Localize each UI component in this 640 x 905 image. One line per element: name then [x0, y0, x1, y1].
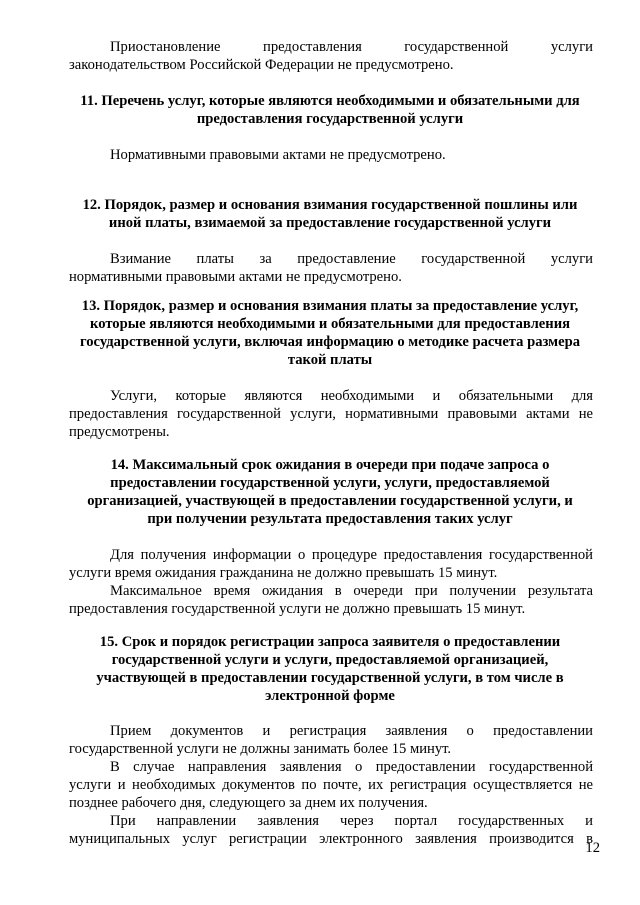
- section-heading-15: участвующей в предоставлении государственной услуги, в том числе в: [96, 670, 564, 686]
- paragraph-line: услуги и необходимых документов по почте, их регистрация осуществляется не: [69, 777, 593, 793]
- section-heading-13: которые являются необходимыми и обязательными для предоставления: [90, 316, 570, 332]
- section-heading-11: предоставления государственной услуги: [196, 111, 464, 127]
- section-heading-15: 15. Срок и порядок регистрации запроса заявителя о предоставлении: [99, 634, 561, 650]
- paragraph-line: позднее рабочего дня, следующего за днем их получения.: [69, 795, 428, 811]
- section-heading-14: организацией, участвующей в предоставлении государственной услуги, и: [87, 493, 573, 509]
- paragraph-line: законодательством Российской Федерации не предусмотрено.: [69, 57, 454, 73]
- section-heading-11: 11. Перечень услуг, которые являются необходимыми и обязательными для: [80, 93, 580, 109]
- paragraph-line: предусмотрены.: [69, 424, 170, 440]
- section-heading-15: государственной услуги и услуги, предоставляемой организацией,: [111, 652, 549, 668]
- paragraph-line: Взимание платы за предоставление государственной услуги: [110, 251, 593, 267]
- paragraph-line: Приостановление предоставления государственной услуги: [110, 39, 593, 55]
- section-heading-13: государственной услуги, включая информацию о методике расчета размера: [79, 334, 581, 350]
- paragraph-line: Для получения информации о процедуре предоставления государственной: [110, 547, 593, 563]
- paragraph-line: Услуги, которые являются необходимыми и обязательными для: [110, 388, 593, 404]
- paragraph-line: государственной услуги не должны занимать более 15 минут.: [69, 741, 452, 757]
- paragraph-line: нормативными правовыми актами не предусмотрено.: [69, 269, 402, 285]
- paragraph-line: Максимальное время ожидания в очереди при получении результата: [110, 583, 593, 599]
- page-number: 12: [585, 840, 600, 856]
- paragraph-line: муниципальных услуг регистрации электронного заявления производится в: [69, 831, 593, 847]
- section-heading-13: такой платы: [287, 352, 373, 368]
- section-heading-13: 13. Порядок, размер и основания взимания платы за предоставление услуг,: [81, 298, 579, 314]
- section-heading-14: предоставлении государственной услуги, услуги, предоставляемой: [110, 475, 550, 491]
- section-heading-15: электронной форме: [265, 688, 395, 704]
- paragraph-line: услуги время ожидания гражданина не должно превышать 15 минут.: [69, 565, 498, 581]
- paragraph-line: Прием документов и регистрация заявления о предоставлении: [110, 723, 593, 739]
- paragraph-line: Нормативными правовыми актами не предусмотрено.: [110, 147, 446, 163]
- section-heading-12: иной платы, взимаемой за предоставление государственной услуги: [108, 215, 552, 231]
- section-heading-14: при получении результата предоставления таких услуг: [147, 511, 513, 527]
- paragraph-line: При направлении заявления через портал государственных и: [110, 813, 593, 829]
- paragraph-line: В случае направления заявления о предоставлении государственной: [110, 759, 593, 775]
- paragraph-line: предоставления государственной услуги, нормативными правовыми актами не: [69, 406, 593, 422]
- section-heading-12: 12. Порядок, размер и основания взимания государственной пошлины или: [82, 197, 578, 213]
- section-heading-14: 14. Максимальный срок ожидания в очереди при подаче запроса о: [110, 457, 550, 473]
- paragraph-line: предоставления государственной услуги не должно превышать 15 минут.: [69, 601, 526, 617]
